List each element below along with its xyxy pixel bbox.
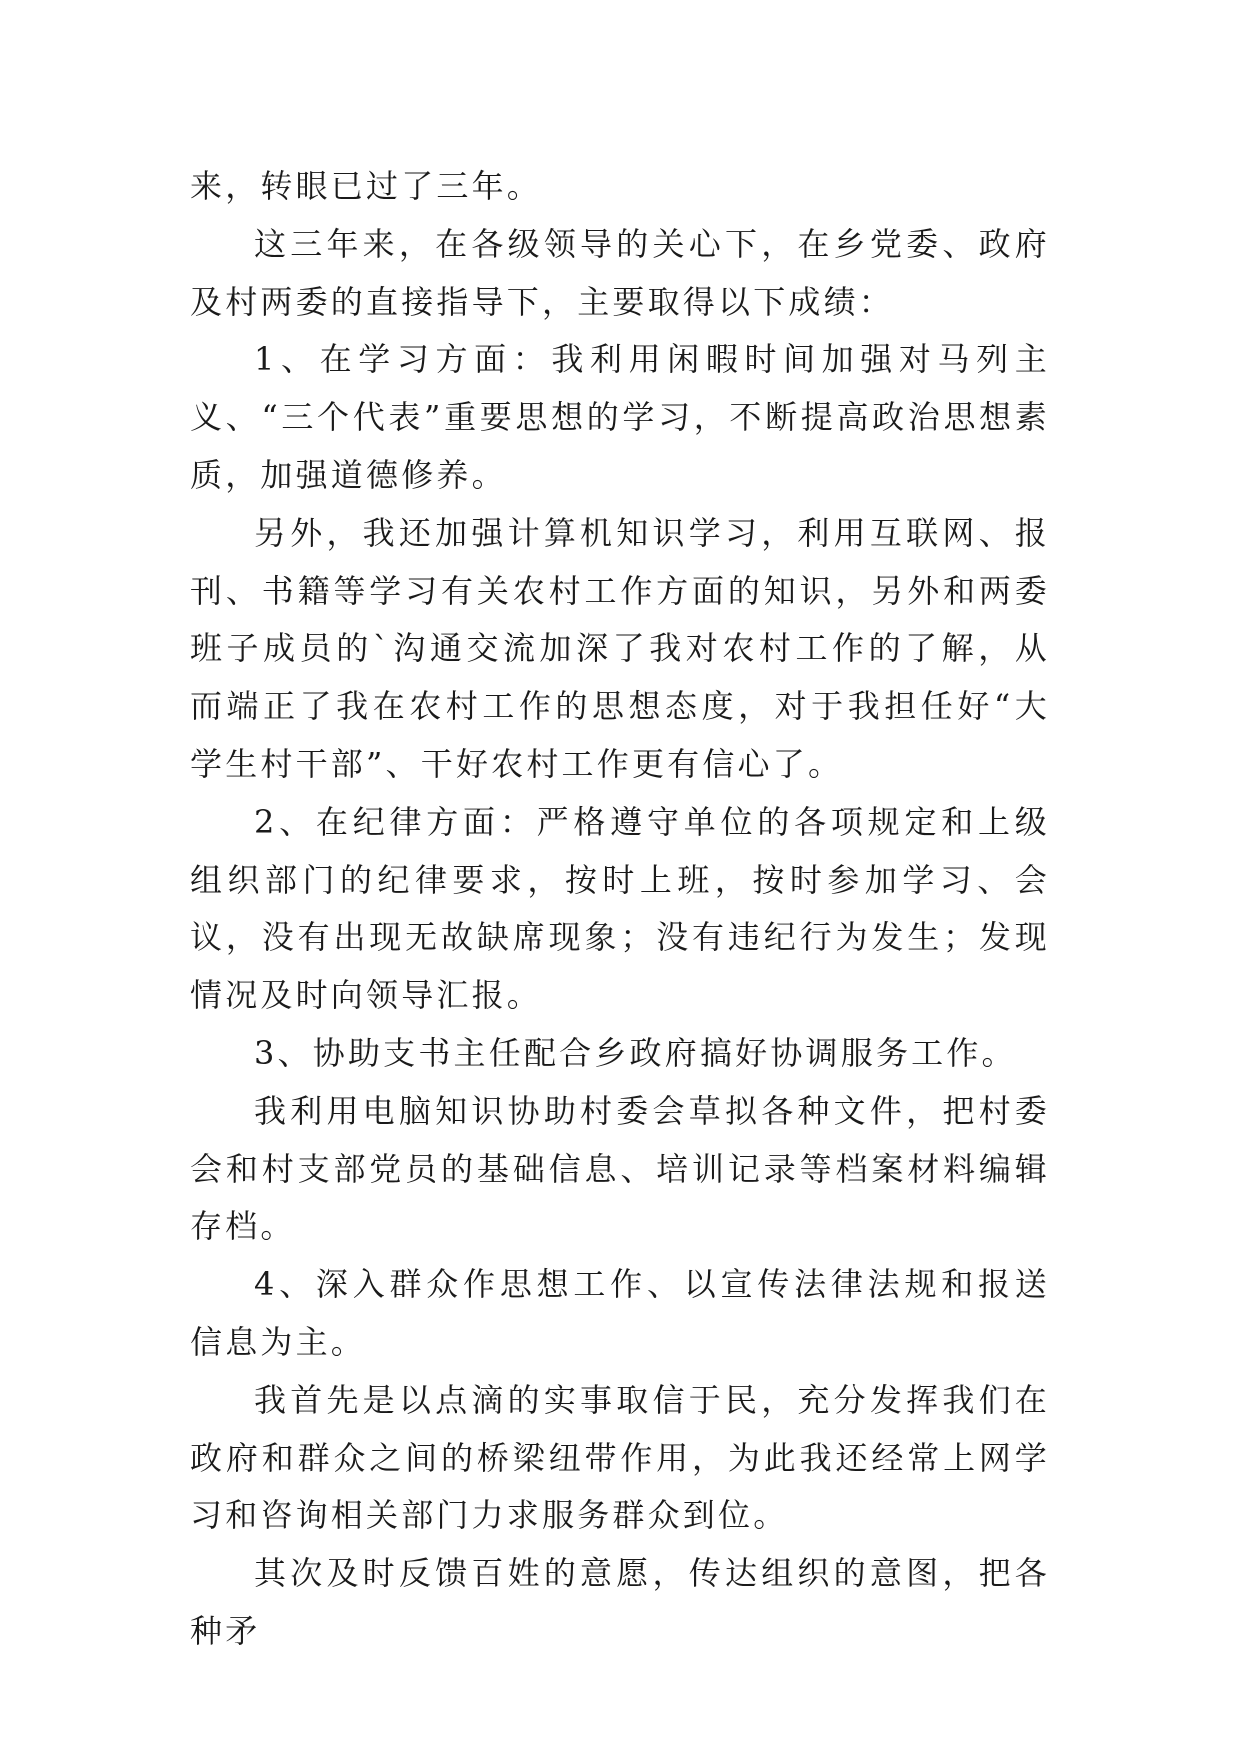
paragraph-2: 这三年来，在各级领导的关心下，在乡党委、政府及村两委的直接指导下，主要取得以下成绩：	[190, 224, 1050, 321]
paragraph-5: 2、在纪律方面：严格遵守单位的各项规定和上级组织部门的纪律要求，按时上班，按时参加学习、会议，没有出现无故缺席现象；没有违纪行为发生；发现情况及时向领导汇报。	[190, 802, 1050, 1015]
paragraph-10: 其次及时反馈百姓的意愿，传达组织的意图，把各种矛	[190, 1554, 1050, 1650]
paragraph-7: 我利用电脑知识协助村委会草拟各种文件，把村委会和村支部党员的基础信息、培训记录等档案材料编辑存档。	[190, 1091, 1050, 1246]
paragraph-6: 3、协助支书主任配合乡政府搞好协调服务工作。	[254, 1033, 1017, 1072]
paragraph-9: 我首先是以点滴的实事取信于民，充分发挥我们在政府和群众之间的桥梁纽带作用，为此我还经常上网学习和咨询相关部门力求服务群众到位。	[190, 1380, 1050, 1535]
paragraph-3: 1、在学习方面：我利用闲暇时间加强对马列主义、“三个代表”重要思想的学习，不断提高政治思想素质，加强道德修养。	[190, 340, 1050, 494]
paragraph-1: 来，转眼已过了三年。	[190, 167, 543, 205]
paragraph-4: 另外，我还加强计算机知识学习，利用互联网、报刊、书籍等学习有关农村工作方面的知识，另外和两委班子成员的`沟通交流加深了我对农村工作的了解，从而端正了我在农村工作的思想态度，对于我担任好“大学生村干部”、干好农村工作更有信心了。	[190, 513, 1050, 783]
document-body	[190, 158, 1050, 1661]
paragraph-8: 4、深入群众作思想工作、以宣传法律法规和报送信息为主。	[190, 1265, 1050, 1361]
